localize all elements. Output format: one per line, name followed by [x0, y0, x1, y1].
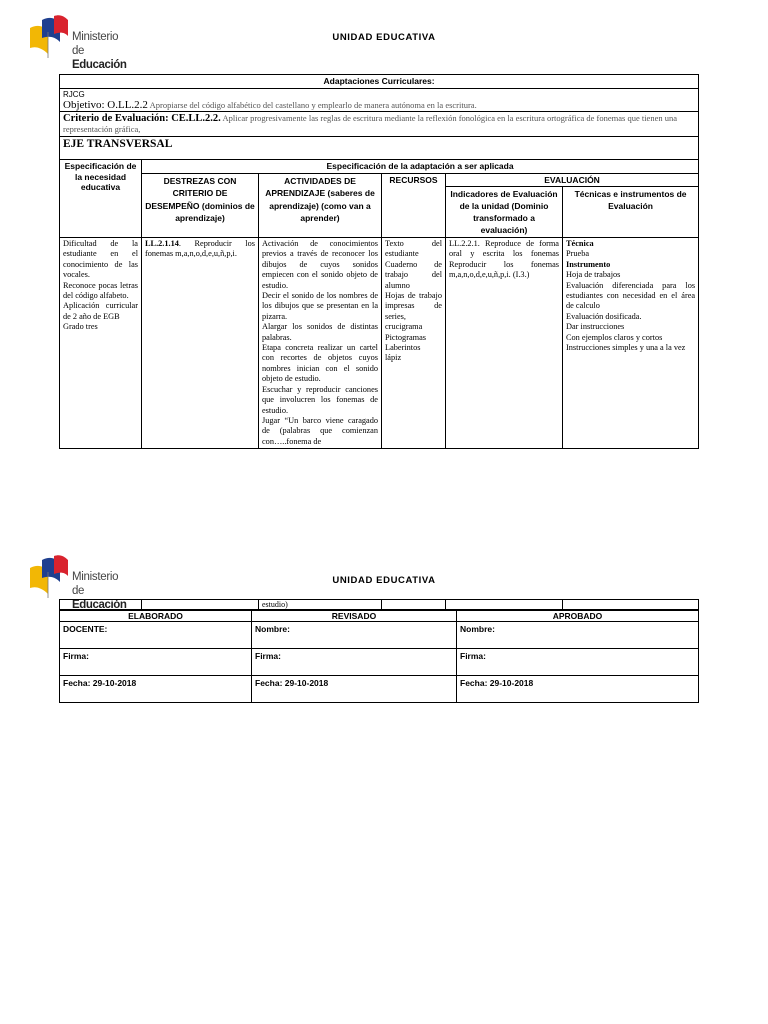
instrumento-label: Instrumento — [566, 259, 611, 269]
resource-item: Texto del estudiante — [385, 239, 442, 259]
carryover-row — [59, 599, 699, 610]
resources-cell — [382, 238, 446, 449]
objective-cell — [60, 88, 699, 111]
destreza-code: LL.2.1.14 — [145, 239, 179, 248]
eje-transversal: EJE TRANSVERSAL — [60, 136, 699, 160]
revisado-firma-field: Firma: — [252, 649, 457, 676]
instrumento-item: Hoja de trabajos — [566, 270, 621, 280]
instrumento-item: Evaluación diferenciada para los estudiantes con necesidad en el área de calculo — [566, 280, 696, 311]
tecnica-value: Prueba — [566, 249, 590, 259]
instrumento-item: Con ejemplos claros y cortos — [566, 332, 663, 342]
signature-table — [59, 610, 699, 703]
document-title: UNIDAD EDUCATIVA — [332, 575, 436, 586]
instrumento-item: Evaluación dosificada. — [566, 311, 642, 321]
tecnicas-cell — [563, 238, 699, 449]
need-cell — [60, 238, 142, 449]
activity-item: Alargar los sonidos de distintas palabras. — [262, 322, 378, 342]
aprobado-firma-field: Firma: — [457, 649, 699, 676]
resource-item: crucigrama — [385, 322, 423, 332]
spec-need-header: Especificación de la necesidad educativa — [60, 160, 142, 238]
activity-item: Activación de conocimientos previos a través de reconocer los dibujos de cuyos sonidos empiecen con el sonido objeto de estudio. — [262, 239, 378, 290]
page-2 — [0, 540, 768, 730]
need-line: Grado tres — [63, 322, 98, 332]
resource-item: Cuaderno de trabajo del alumno — [385, 259, 442, 290]
logo-line-1: Ministerio — [72, 571, 119, 583]
spec-adapt-header: Especificación de la adaptación a ser aplicada — [142, 160, 699, 174]
document-title: UNIDAD EDUCATIVA — [332, 32, 436, 43]
tecnicas-header: Técnicas e instrumentos de Evaluación — [563, 187, 699, 238]
revisado-fecha-field: Fecha: 29-10-2018 — [252, 676, 457, 703]
activities-cell — [259, 238, 382, 449]
page-1 — [0, 0, 768, 500]
student-code: RJCG — [63, 89, 85, 99]
indicator-cell: LL.2.2.1. Reproduce de forma oral y escrita los fonemas Reproducir los fonemas m,a,n,o,d,e,u,ñ,p,i. (I.3.) — [446, 238, 563, 449]
activity-item: Etapa concreta realizar un cartel con recortes de objetos cuyos nombres inician con el sonido objeto de estudio. — [262, 343, 378, 384]
aprobado-nombre-field: Nombre: — [457, 622, 699, 649]
logo-line-2: de Educación — [72, 45, 127, 71]
resource-item: lápiz — [385, 353, 402, 363]
need-line: Aplicación curricular de 2 año de EGB — [63, 301, 138, 321]
logo-line-2: de Educación — [72, 585, 127, 611]
indicadores-header: Indicadores de Evaluación de la unidad (Dominio transformado a evaluación) — [446, 187, 563, 238]
elaborado-firma-field: Firma: — [60, 649, 252, 676]
carryover-text: estudio) — [259, 600, 382, 610]
activity-item: Decir el sonido de los nombres de los dibujos que se presentan en la pizarra. — [262, 291, 378, 321]
activity-item: Jugar “Un barco viene caragado de (palabras que comienzan con…..fonema de — [262, 415, 378, 446]
resource-item: Hojas de trabajo impresas de series, — [385, 291, 442, 321]
elaborado-header: ELABORADO — [60, 611, 252, 622]
need-line: Dificultad de la estudiante en el conocimiento de las vocales. — [63, 239, 138, 280]
destrezas-header: DESTREZAS CON CRITERIO DE DESEMPEÑO (dominios de aprendizaje) — [142, 173, 259, 238]
resource-item: Pictogramas — [385, 332, 427, 342]
revisado-header: REVISADO — [252, 611, 457, 622]
adaptation-table — [59, 74, 699, 449]
elaborado-fecha-field: Fecha: 29-10-2018 — [60, 676, 252, 703]
instrumento-item: Dar instrucciones — [566, 322, 625, 332]
resource-item: Laberintos — [385, 343, 421, 353]
need-line: Reconoce pocas letras del código alfabeto. — [63, 280, 138, 301]
activity-item: Escuchar y reproducir canciones que involucren los fonemas de estudio. — [262, 384, 378, 415]
aprobado-header: APROBADO — [457, 611, 699, 622]
evaluacion-header: EVALUACIÓN — [446, 173, 699, 187]
section-title: Adaptaciones Curriculares: — [60, 75, 699, 89]
actividades-header: ACTIVIDADES DE APRENDIZAJE (saberes de aprendizaje) (como van a aprender) — [259, 173, 382, 238]
objective: Objetivo: O.LL.2.2 Apropiarse del código alfabético del castellano y emplearlo de manera autónoma en la escritura. — [63, 99, 477, 111]
logo-line-1: Ministerio — [72, 31, 119, 43]
docente-field: DOCENTE: — [60, 622, 252, 649]
recursos-header: RECURSOS — [382, 173, 446, 238]
criterion-cell: Criterio de Evaluación: CE.LL.2.2. Aplicar progresivamente las reglas de escritura mediante la reflexión fonológica en la escritura ortográfica de fonemas que tienen una representación gráfica, — [60, 111, 699, 136]
aprobado-fecha-field: Fecha: 29-10-2018 — [457, 676, 699, 703]
instrumento-item: Instrucciones simples y una a la vez — [566, 343, 686, 353]
revisado-nombre-field: Nombre: — [252, 622, 457, 649]
destreza-cell — [142, 238, 259, 449]
destreza-text: . Reproducir los fonemas m,a,n,o,d,e,u,ñ,p,i. — [145, 239, 255, 259]
tecnica-label: Técnica — [566, 239, 594, 248]
